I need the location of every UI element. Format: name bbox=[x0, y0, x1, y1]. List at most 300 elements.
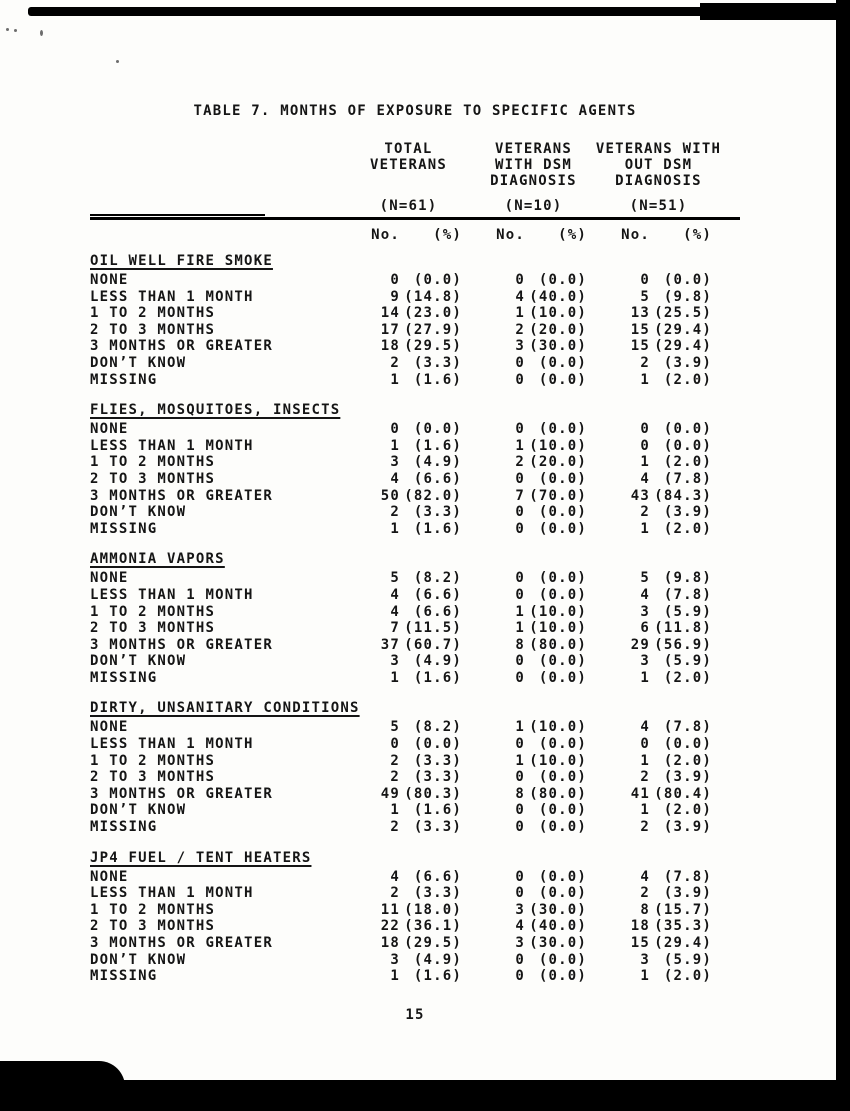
row-label: LESS THAN 1 MONTH bbox=[90, 437, 254, 454]
cell-no: 0 bbox=[515, 968, 525, 985]
column-header-line: DIAGNOSIS bbox=[615, 173, 702, 189]
cell-no: 18 bbox=[380, 338, 400, 355]
row-label: 1 TO 2 MONTHS bbox=[90, 901, 216, 918]
cell-pct: (29.4) bbox=[654, 321, 712, 338]
cell-no: 0 bbox=[515, 868, 525, 885]
cell-pct: (23.0) bbox=[404, 305, 462, 322]
cell-pct: (6.6) bbox=[413, 603, 462, 620]
cell-no: 18 bbox=[380, 935, 400, 951]
cell bbox=[355, 372, 462, 389]
cell-pct: (5.9) bbox=[663, 653, 712, 670]
cell-no: 1 bbox=[390, 520, 400, 537]
cell-no: 5 bbox=[640, 288, 650, 305]
table-row bbox=[90, 322, 740, 339]
cell bbox=[605, 885, 712, 902]
subheader-pct: (%) bbox=[683, 227, 712, 243]
cell-pct: (29.4) bbox=[654, 338, 712, 355]
cell-no: 4 bbox=[390, 868, 400, 885]
cell-no: 0 bbox=[515, 421, 525, 438]
column-header-line: VETERANS bbox=[369, 157, 448, 173]
table-row bbox=[90, 620, 740, 637]
cell-no: 15 bbox=[630, 321, 650, 338]
subheader-pct: (%) bbox=[433, 227, 462, 243]
cell-no: 0 bbox=[515, 802, 525, 819]
table-row bbox=[90, 570, 740, 587]
cell bbox=[480, 885, 587, 902]
cell bbox=[355, 819, 462, 836]
table-row bbox=[90, 338, 740, 355]
scan-artifact-top-right bbox=[700, 3, 850, 20]
cell-no: 49 bbox=[380, 785, 400, 802]
cell-no: 1 bbox=[640, 669, 650, 686]
cell-pct: (0.0) bbox=[413, 421, 462, 438]
scan-artifact-bottom-band bbox=[0, 1080, 850, 1111]
row-label: 3 MONTHS OR GREATER bbox=[90, 487, 273, 504]
cell-no: 8 bbox=[515, 785, 525, 802]
cell-pct: (18.0) bbox=[404, 901, 462, 918]
row-label: NONE bbox=[90, 570, 129, 587]
row-label: 1 TO 2 MONTHS bbox=[90, 603, 216, 620]
row-label: DON’T KNOW bbox=[90, 504, 187, 521]
subheader-no: No. bbox=[621, 227, 650, 243]
cell-pct: (0.0) bbox=[538, 653, 587, 670]
cell-pct: (7.8) bbox=[663, 586, 712, 603]
cell-pct: (1.6) bbox=[413, 520, 462, 537]
cell-no: 7 bbox=[390, 620, 400, 637]
cell bbox=[605, 802, 712, 819]
cell-pct: (4.9) bbox=[413, 951, 462, 968]
cell bbox=[605, 587, 712, 604]
cell-pct: (9.8) bbox=[663, 570, 712, 587]
cell bbox=[355, 719, 462, 736]
cell-no: 7 bbox=[515, 487, 525, 504]
cell-pct: (7.8) bbox=[663, 470, 712, 487]
cell bbox=[480, 438, 587, 455]
table-row bbox=[90, 471, 740, 488]
table-row bbox=[90, 719, 740, 736]
cell bbox=[605, 769, 712, 786]
cell-pct: (10.0) bbox=[529, 620, 587, 637]
cell-pct: (0.0) bbox=[538, 802, 587, 819]
cell-pct: (2.0) bbox=[663, 802, 712, 819]
cell-pct: (2.0) bbox=[663, 371, 712, 388]
cell bbox=[480, 604, 587, 621]
section-heading: FLIES, MOSQUITOES, INSECTS bbox=[90, 402, 341, 419]
cell bbox=[480, 471, 587, 488]
cell-pct: (3.3) bbox=[413, 819, 462, 836]
cell bbox=[480, 421, 587, 438]
exposure-section bbox=[90, 850, 740, 985]
cell-pct: (29.4) bbox=[654, 935, 712, 951]
row-label: 2 TO 3 MONTHS bbox=[90, 321, 216, 338]
cell-pct: (5.9) bbox=[663, 951, 712, 968]
cell bbox=[605, 819, 712, 836]
table-row bbox=[90, 869, 740, 886]
cell-no: 0 bbox=[515, 669, 525, 686]
row-label: MISSING bbox=[90, 520, 158, 537]
row-label: LESS THAN 1 MONTH bbox=[90, 885, 254, 902]
cell bbox=[605, 305, 712, 322]
table-row bbox=[90, 454, 740, 471]
table-body bbox=[90, 253, 740, 985]
cell bbox=[605, 918, 712, 935]
column-header-line: DIAGNOSIS bbox=[490, 173, 577, 189]
cell-no: 1 bbox=[390, 437, 400, 454]
row-label: 3 MONTHS OR GREATER bbox=[90, 636, 273, 653]
table-row bbox=[90, 272, 740, 289]
row-label: 3 MONTHS OR GREATER bbox=[90, 785, 273, 802]
cell-pct: (27.9) bbox=[404, 321, 462, 338]
cell-no: 2 bbox=[390, 752, 400, 769]
cell-pct: (0.0) bbox=[538, 586, 587, 603]
cell-no: 2 bbox=[390, 769, 400, 786]
table-row bbox=[90, 968, 740, 985]
cell-no: 15 bbox=[630, 935, 650, 951]
row-label: DON’T KNOW bbox=[90, 802, 187, 819]
cell-pct: (0.0) bbox=[538, 570, 587, 587]
cell-no: 0 bbox=[515, 769, 525, 786]
cell-pct: (7.8) bbox=[663, 719, 712, 736]
cell-no: 3 bbox=[390, 653, 400, 670]
cell-no: 0 bbox=[390, 272, 400, 288]
cell bbox=[355, 454, 462, 471]
cell-no: 1 bbox=[390, 669, 400, 686]
column-headers bbox=[90, 141, 740, 214]
column-header-line: OUT DSM bbox=[624, 157, 693, 173]
cell bbox=[480, 338, 587, 355]
cell-no: 0 bbox=[515, 570, 525, 587]
cell bbox=[480, 305, 587, 322]
table-row bbox=[90, 305, 740, 322]
cell bbox=[480, 786, 587, 803]
cell-pct: (8.2) bbox=[413, 570, 462, 587]
cell bbox=[355, 935, 462, 952]
section-heading: DIRTY, UNSANITARY CONDITIONS bbox=[90, 700, 360, 717]
cell-pct: (4.9) bbox=[413, 653, 462, 670]
cell-no: 29 bbox=[630, 636, 650, 653]
label-column-spacer bbox=[90, 227, 355, 243]
cell-pct: (0.0) bbox=[538, 951, 587, 968]
row-label: LESS THAN 1 MONTH bbox=[90, 288, 254, 305]
cell-pct: (1.6) bbox=[413, 968, 462, 985]
cell-pct: (30.0) bbox=[529, 901, 587, 918]
exposure-section bbox=[90, 551, 740, 686]
cell-no: 4 bbox=[640, 470, 650, 487]
cell bbox=[355, 488, 462, 505]
cell bbox=[480, 587, 587, 604]
cell-no: 1 bbox=[390, 371, 400, 388]
cell bbox=[480, 570, 587, 587]
cell bbox=[355, 885, 462, 902]
table-title: TABLE 7. MONTHS OF EXPOSURE TO SPECIFIC AGENTS bbox=[193, 103, 637, 119]
column-n-label: (N=51) bbox=[629, 198, 688, 214]
cell-no: 1 bbox=[515, 620, 525, 637]
cell-no: 4 bbox=[390, 470, 400, 487]
column-header-line: VETERANS bbox=[494, 141, 573, 157]
cell-no: 3 bbox=[390, 454, 400, 471]
cell-no: 50 bbox=[380, 487, 400, 504]
column-header-line: TOTAL bbox=[384, 141, 433, 157]
row-label: NONE bbox=[90, 719, 129, 736]
cell bbox=[355, 587, 462, 604]
cell bbox=[605, 289, 712, 306]
section-rows bbox=[90, 869, 740, 985]
cell bbox=[355, 355, 462, 372]
table-row bbox=[90, 802, 740, 819]
row-label: 2 TO 3 MONTHS bbox=[90, 918, 216, 935]
table-row bbox=[90, 521, 740, 538]
cell bbox=[480, 918, 587, 935]
cell bbox=[480, 372, 587, 389]
cell-pct: (84.3) bbox=[654, 487, 712, 504]
cell-pct: (1.6) bbox=[413, 437, 462, 454]
cell-pct: (2.0) bbox=[663, 669, 712, 686]
section-rows bbox=[90, 421, 740, 537]
cell-pct: (40.0) bbox=[529, 288, 587, 305]
cell-no: 3 bbox=[515, 901, 525, 918]
section-heading: OIL WELL FIRE SMOKE bbox=[90, 253, 273, 269]
cell bbox=[605, 504, 712, 521]
subheader-row bbox=[90, 227, 740, 243]
cell-no: 1 bbox=[515, 719, 525, 736]
cell-no: 1 bbox=[640, 371, 650, 388]
cell-no: 4 bbox=[390, 603, 400, 620]
row-label: LESS THAN 1 MONTH bbox=[90, 586, 254, 603]
cell-pct: (0.0) bbox=[538, 354, 587, 371]
cell bbox=[480, 802, 587, 819]
row-label: 1 TO 2 MONTHS bbox=[90, 305, 216, 322]
cell-no: 2 bbox=[390, 885, 400, 902]
cell bbox=[480, 952, 587, 969]
cell bbox=[605, 471, 712, 488]
subheader-no: No. bbox=[496, 227, 525, 243]
table-row bbox=[90, 935, 740, 952]
cell-no: 0 bbox=[515, 885, 525, 902]
table-row bbox=[90, 670, 740, 687]
cell bbox=[605, 454, 712, 471]
cell-pct: (1.6) bbox=[413, 802, 462, 819]
cell-pct: (29.5) bbox=[404, 935, 462, 951]
cell bbox=[480, 272, 587, 289]
cell-no: 0 bbox=[515, 736, 525, 753]
table-row bbox=[90, 488, 740, 505]
row-label: 1 TO 2 MONTHS bbox=[90, 454, 216, 471]
cell-pct: (8.2) bbox=[413, 719, 462, 736]
cell bbox=[605, 968, 712, 985]
cell bbox=[355, 869, 462, 886]
cell-no: 0 bbox=[390, 421, 400, 438]
cell bbox=[605, 637, 712, 654]
cell-pct: (29.5) bbox=[404, 338, 462, 355]
cell bbox=[605, 753, 712, 770]
cell bbox=[355, 289, 462, 306]
cell-no: 4 bbox=[640, 719, 650, 736]
table-row bbox=[90, 504, 740, 521]
scan-speck bbox=[14, 29, 17, 32]
cell-no: 11 bbox=[380, 901, 400, 918]
cell-pct: (7.8) bbox=[663, 868, 712, 885]
column-header-without-dsm bbox=[595, 141, 722, 214]
row-label: 1 TO 2 MONTHS bbox=[90, 752, 216, 769]
cell-pct: (3.3) bbox=[413, 752, 462, 769]
cell-no: 8 bbox=[640, 901, 650, 918]
cell bbox=[480, 819, 587, 836]
scan-artifact-right-strip bbox=[836, 0, 850, 1111]
cell-no: 8 bbox=[515, 636, 525, 653]
cell bbox=[480, 935, 587, 952]
cell-pct: (2.0) bbox=[663, 752, 712, 769]
row-label: 2 TO 3 MONTHS bbox=[90, 769, 216, 786]
scan-speck bbox=[40, 30, 43, 36]
cell-pct: (15.7) bbox=[654, 901, 712, 918]
cell bbox=[355, 438, 462, 455]
cell-no: 5 bbox=[390, 570, 400, 587]
row-label: MISSING bbox=[90, 371, 158, 388]
cell bbox=[605, 570, 712, 587]
cell bbox=[480, 504, 587, 521]
cell bbox=[480, 289, 587, 306]
cell bbox=[480, 355, 587, 372]
cell-pct: (2.0) bbox=[663, 454, 712, 471]
cell-no: 3 bbox=[640, 951, 650, 968]
table-row bbox=[90, 902, 740, 919]
cell-pct: (35.3) bbox=[654, 918, 712, 935]
cell-no: 2 bbox=[640, 504, 650, 521]
table-row bbox=[90, 438, 740, 455]
table-row bbox=[90, 819, 740, 836]
table-row bbox=[90, 769, 740, 786]
section-rows bbox=[90, 719, 740, 835]
cell-pct: (30.0) bbox=[529, 935, 587, 951]
cell-no: 5 bbox=[390, 719, 400, 736]
cell-pct: (70.0) bbox=[529, 487, 587, 504]
cell-no: 6 bbox=[640, 620, 650, 637]
row-label: DON’T KNOW bbox=[90, 951, 187, 968]
cell-pct: (0.0) bbox=[663, 421, 712, 438]
cell-no: 0 bbox=[640, 437, 650, 454]
cell-no: 0 bbox=[515, 354, 525, 371]
cell-pct: (6.6) bbox=[413, 868, 462, 885]
cell-no: 3 bbox=[640, 603, 650, 620]
cell bbox=[605, 902, 712, 919]
cell-pct: (2.0) bbox=[663, 520, 712, 537]
cell-pct: (0.0) bbox=[538, 968, 587, 985]
cell bbox=[480, 902, 587, 919]
subheader-no: No. bbox=[371, 227, 400, 243]
cell bbox=[605, 670, 712, 687]
cell-no: 1 bbox=[515, 437, 525, 454]
table-row bbox=[90, 885, 740, 902]
cell bbox=[605, 322, 712, 339]
cell bbox=[355, 670, 462, 687]
cell-no: 0 bbox=[390, 736, 400, 753]
cell bbox=[355, 338, 462, 355]
cell-no: 3 bbox=[390, 951, 400, 968]
cell-no: 0 bbox=[640, 736, 650, 753]
cell-pct: (0.0) bbox=[538, 504, 587, 521]
cell bbox=[605, 338, 712, 355]
cell-pct: (11.8) bbox=[654, 620, 712, 637]
row-label: MISSING bbox=[90, 968, 158, 985]
cell-pct: (6.6) bbox=[413, 586, 462, 603]
cell-pct: (5.9) bbox=[663, 603, 712, 620]
cell-no: 0 bbox=[640, 421, 650, 438]
cell bbox=[480, 488, 587, 505]
cell-no: 0 bbox=[515, 520, 525, 537]
cell-pct: (80.3) bbox=[404, 785, 462, 802]
cell-no: 5 bbox=[640, 570, 650, 587]
cell-pct: (9.8) bbox=[663, 288, 712, 305]
row-label: NONE bbox=[90, 868, 129, 885]
cell-no: 15 bbox=[630, 338, 650, 355]
cell-no: 22 bbox=[380, 918, 400, 935]
row-label: MISSING bbox=[90, 669, 158, 686]
cell-no: 0 bbox=[515, 819, 525, 836]
cell-no: 4 bbox=[515, 918, 525, 935]
cell-no: 3 bbox=[515, 935, 525, 951]
cell-pct: (0.0) bbox=[538, 885, 587, 902]
row-label: MISSING bbox=[90, 819, 158, 836]
row-label: 2 TO 3 MONTHS bbox=[90, 620, 216, 637]
subheader-cell bbox=[605, 227, 712, 243]
cell bbox=[355, 305, 462, 322]
cell-no: 14 bbox=[380, 305, 400, 322]
cell-pct: (14.8) bbox=[404, 288, 462, 305]
cell bbox=[605, 488, 712, 505]
cell bbox=[355, 421, 462, 438]
subheader-cell bbox=[480, 227, 587, 243]
table-row bbox=[90, 604, 740, 621]
page-number: 15 bbox=[405, 1007, 425, 1023]
cell bbox=[355, 786, 462, 803]
cell bbox=[605, 604, 712, 621]
cell bbox=[480, 454, 587, 471]
cell-pct: (1.6) bbox=[413, 669, 462, 686]
table-row bbox=[90, 918, 740, 935]
cell-pct: (3.9) bbox=[663, 354, 712, 371]
cell-pct: (0.0) bbox=[538, 669, 587, 686]
cell-no: 0 bbox=[515, 504, 525, 521]
row-label: NONE bbox=[90, 272, 129, 288]
cell-no: 0 bbox=[640, 272, 650, 288]
cell-no: 1 bbox=[515, 305, 525, 322]
cell bbox=[480, 753, 587, 770]
cell-no: 1 bbox=[640, 454, 650, 471]
row-label: DON’T KNOW bbox=[90, 653, 187, 670]
cell-pct: (11.5) bbox=[404, 620, 462, 637]
cell bbox=[480, 719, 587, 736]
cell bbox=[355, 620, 462, 637]
cell-pct: (3.9) bbox=[663, 769, 712, 786]
cell-pct: (3.3) bbox=[413, 354, 462, 371]
cell-no: 2 bbox=[515, 321, 525, 338]
cell-no: 1 bbox=[640, 520, 650, 537]
cell bbox=[605, 869, 712, 886]
cell bbox=[355, 637, 462, 654]
cell-pct: (0.0) bbox=[538, 421, 587, 438]
cell-pct: (0.0) bbox=[663, 437, 712, 454]
cell bbox=[355, 521, 462, 538]
cell bbox=[605, 372, 712, 389]
cell-pct: (3.3) bbox=[413, 885, 462, 902]
cell bbox=[480, 521, 587, 538]
cell-pct: (6.6) bbox=[413, 470, 462, 487]
cell bbox=[480, 869, 587, 886]
cell-pct: (10.0) bbox=[529, 437, 587, 454]
cell bbox=[605, 521, 712, 538]
cell-no: 18 bbox=[630, 918, 650, 935]
cell-pct: (4.9) bbox=[413, 454, 462, 471]
